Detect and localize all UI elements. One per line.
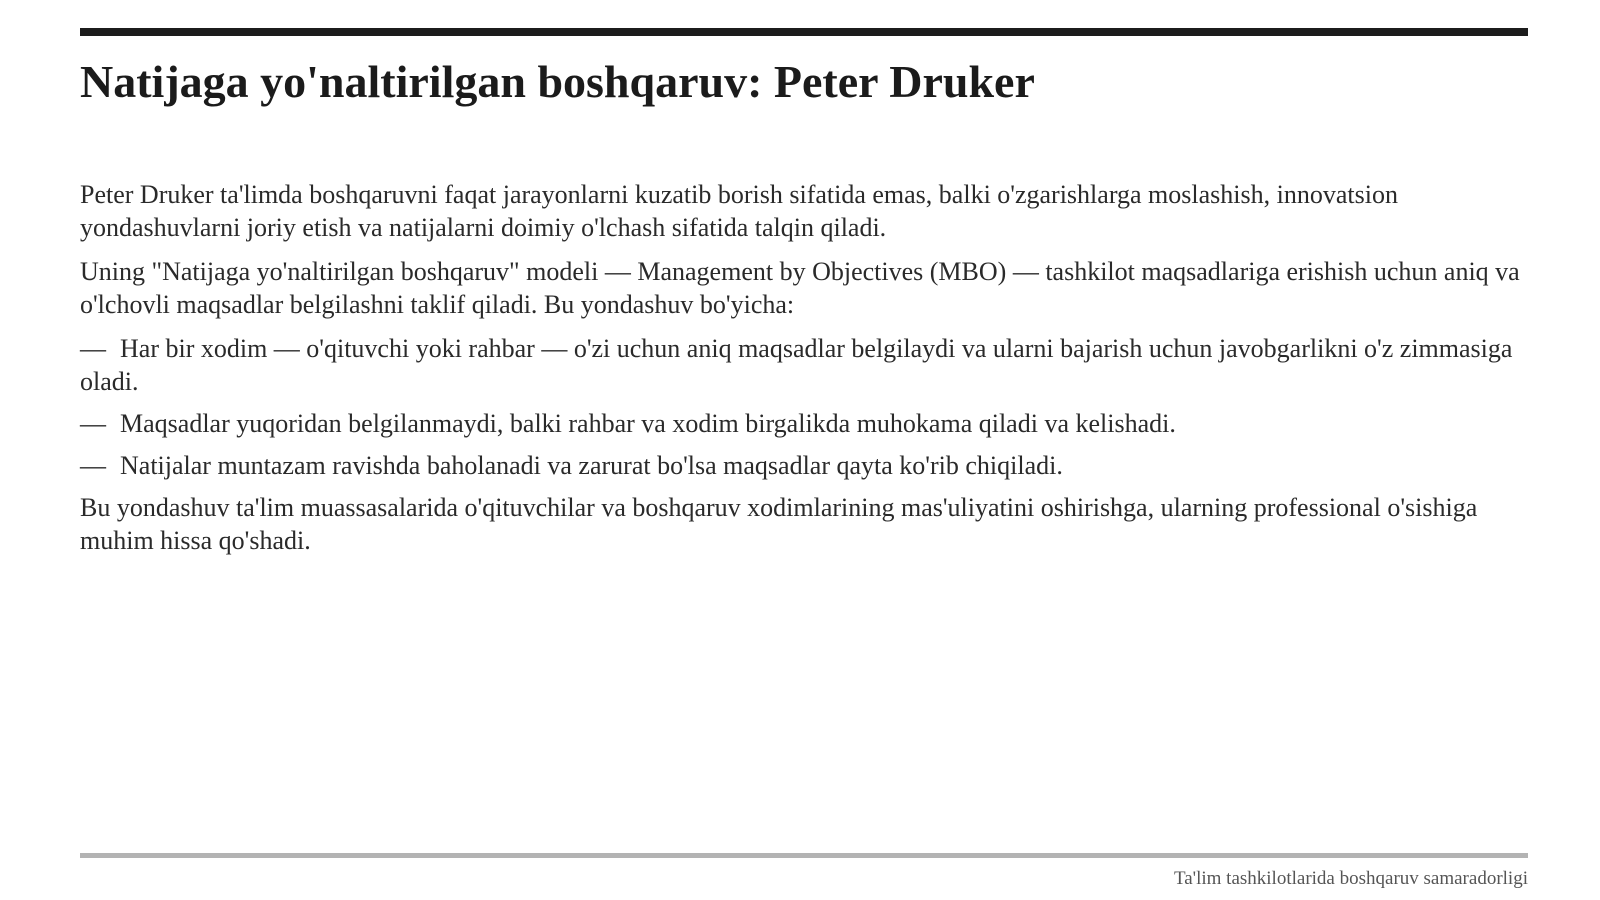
closing-paragraph: Bu yondashuv ta'lim muassasalarida o'qituvchilar va boshqaruv xodimlarining mas'uliyatini oshirishga, ularning professional o'sishiga muhim hissa qo'shadi. (80, 493, 1478, 555)
list-item (80, 407, 1528, 440)
slide-title: Natijaga yo'naltirilgan boshqaruv: Peter Druker (80, 56, 1035, 107)
slide-body (80, 178, 1528, 568)
dash-bullet-icon: — (80, 451, 106, 480)
list-item (80, 449, 1528, 482)
dash-bullet-icon: — (80, 334, 106, 363)
mbo-paragraph: Uning "Natijaga yo'naltirilgan boshqaruv" modeli — Management by Objectives (MBO) — tashkilot maqsadlariga erishish uchun aniq va o'lchovli maqsadlar belgilashni taklif qiladi. Bu yondashuv bo'yicha: (80, 257, 1520, 319)
intro-paragraph: Peter Druker ta'limda boshqaruvni faqat jarayonlarni kuzatib borish sifatida emas, balki o'zgarishlarga moslashish, innovatsion yondashuvlarni joriy etish va natijalarni doimiy o'lchash sifatida talqin qiladi. (80, 180, 1398, 242)
list-item-text: Har bir xodim — o'qituvchi yoki rahbar — o'zi uchun aniq maqsadlar belgilaydi va ularni bajarish uchun javobgarlikni o'z zimmasiga oladi. (80, 334, 1513, 396)
dash-bullet-icon: — (80, 409, 106, 438)
bullet-list (80, 332, 1528, 482)
top-divider (80, 28, 1528, 36)
list-item-text: Natijalar muntazam ravishda baholanadi va zarurat bo'lsa maqsadlar qayta ko'rib chiqiladi. (120, 451, 1063, 480)
list-item-text: Maqsadlar yuqoridan belgilanmaydi, balki rahbar va xodim birgalikda muhokama qiladi va kelishadi. (120, 409, 1176, 438)
slide (80, 0, 1528, 900)
slide-footer: Ta'lim tashkilotlarida boshqaruv samaradorligi (1173, 868, 1528, 889)
bottom-divider (80, 853, 1528, 858)
list-item (80, 332, 1528, 398)
